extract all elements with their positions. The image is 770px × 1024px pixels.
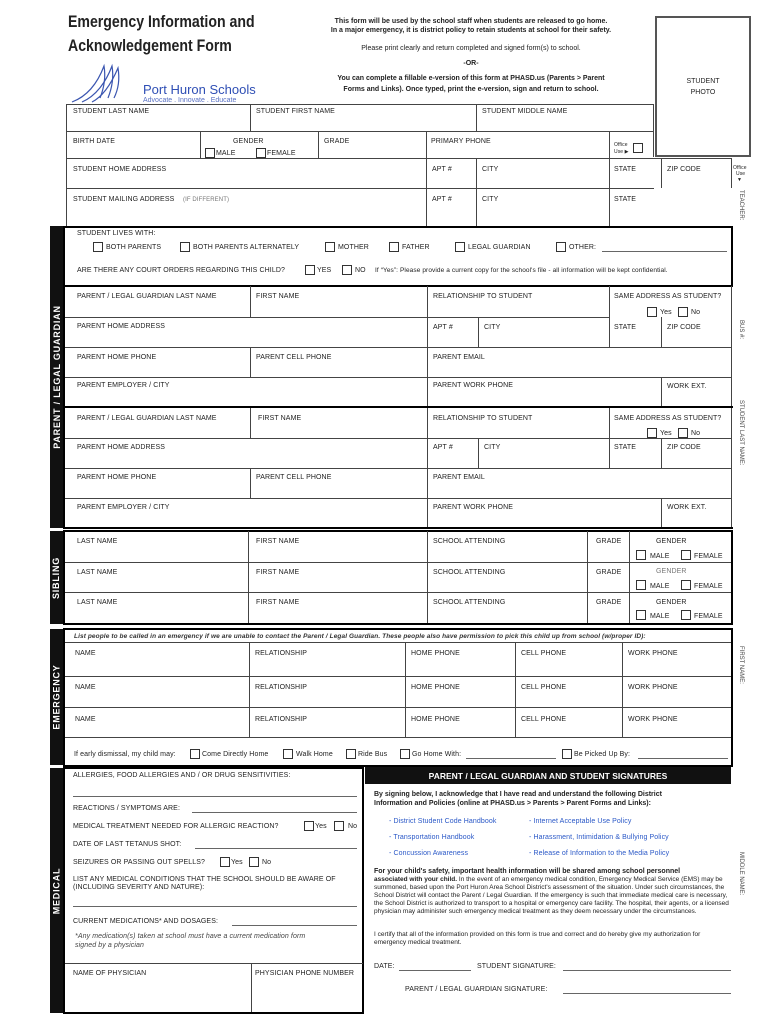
treatment-yes-label: Yes: [315, 823, 327, 830]
mailing-state-label: STATE: [614, 196, 637, 203]
p1-work-ext-label: WORK EXT.: [667, 383, 707, 390]
em2-name-label: NAME: [75, 684, 96, 691]
link-student-code[interactable]: - District Student Code Handbook: [389, 818, 497, 825]
tetanus-input[interactable]: [195, 848, 357, 849]
father-label: FATHER: [402, 244, 430, 251]
sib2-male-checkbox[interactable]: [636, 580, 646, 590]
seizures-no-checkbox[interactable]: [249, 857, 259, 867]
zip-label: ZIP CODE: [667, 166, 701, 173]
picked-up-label: Be Picked Up By:: [574, 751, 631, 758]
em3-relationship-label: RELATIONSHIP: [255, 716, 308, 723]
intro-line1: This form will be used by the school staff when students are released to go home.: [334, 18, 608, 25]
date-label: DATE:: [374, 963, 395, 970]
go-home-with-label: Go Home With:: [412, 751, 462, 758]
sib1-grade-label: GRADE: [596, 538, 622, 545]
mother-label: MOTHER: [338, 244, 369, 251]
em2-cell-phone-label: CELL PHONE: [521, 684, 567, 691]
come-home-checkbox[interactable]: [190, 749, 200, 759]
sib1-gender-label: GENDER: [656, 538, 687, 545]
medications-label: CURRENT MEDICATIONS* AND DOSAGES:: [73, 918, 219, 925]
port-huron-logo-icon: [70, 62, 150, 106]
date-input[interactable]: [399, 970, 471, 971]
student-last-side-label: STUDENT LAST NAME:: [738, 400, 744, 466]
student-signature-input[interactable]: [563, 970, 731, 971]
signatures-header: PARENT / LEGAL GUARDIAN AND STUDENT SIGNATURES: [365, 767, 731, 784]
p1-work-phone-label: PARENT WORK PHONE: [433, 382, 514, 389]
p1-relationship-label: RELATIONSHIP TO STUDENT: [433, 293, 533, 300]
sibling-section-label: SIBLING: [50, 531, 63, 624]
court-note: If “Yes”: Please provide a current copy for the school's file - all information will be kept confidential.: [375, 267, 668, 274]
link-media-policy[interactable]: - Release of Information to the Media Policy: [529, 850, 670, 857]
logo-name: Port Huron Schools: [143, 82, 256, 97]
student-female-checkbox[interactable]: [256, 148, 266, 158]
sib3-female-checkbox[interactable]: [681, 610, 691, 620]
sib1-male-checkbox[interactable]: [636, 550, 646, 560]
conditions-input[interactable]: [73, 906, 357, 907]
go-home-with-checkbox[interactable]: [400, 749, 410, 759]
teacher-side-label: TEACHER:: [738, 190, 744, 221]
ride-bus-checkbox[interactable]: [346, 749, 356, 759]
student-last-name-label: STUDENT LAST NAME: [73, 108, 150, 115]
seizures-yes-label: Yes: [231, 859, 243, 866]
safety-bold-1: For your child's safety, important health information will be shared among school personnel: [374, 868, 681, 875]
reactions-label: REACTIONS / SYMPTOMS ARE:: [73, 805, 181, 812]
walk-home-checkbox[interactable]: [283, 749, 293, 759]
sib1-male-label: MALE: [650, 553, 670, 560]
tetanus-label: DATE OF LAST TETANUS SHOT:: [73, 841, 182, 848]
parent-signature-input[interactable]: [563, 993, 731, 994]
medication-note-2: signed by a physician: [75, 942, 145, 949]
p1-same-no-label: No: [691, 309, 701, 316]
primary-phone-label: PRIMARY PHONE: [431, 138, 491, 145]
apt-label: APT #: [432, 166, 452, 173]
p2-same-no-checkbox[interactable]: [678, 428, 688, 438]
photo-label-1: STUDENT: [686, 78, 720, 85]
em3-home-phone-label: HOME PHONE: [411, 716, 460, 723]
parent-section-label: PARENT / LEGAL GUARDIAN: [50, 226, 63, 528]
em1-name-label: NAME: [75, 650, 96, 657]
sib1-last-name-label: LAST NAME: [77, 538, 118, 545]
both-alternately-checkbox[interactable]: [180, 242, 190, 252]
p1-same-no-checkbox[interactable]: [678, 307, 688, 317]
other-label: OTHER:: [569, 244, 597, 251]
p1-cell-phone-label: PARENT CELL PHONE: [256, 354, 332, 361]
p2-work-phone-label: PARENT WORK PHONE: [433, 504, 514, 511]
treatment-no-label: No: [348, 823, 358, 830]
gender-label: GENDER: [233, 138, 264, 145]
p2-first-name-label: FIRST NAME: [258, 415, 302, 422]
p2-work-ext-label: WORK EXT.: [667, 504, 707, 511]
lives-with-label: STUDENT LIVES WITH:: [77, 230, 156, 237]
middle-name-side-label: MIDDLE NAME:: [738, 852, 744, 896]
p2-apt-label: APT #: [433, 444, 453, 451]
sib3-first-name-label: FIRST NAME: [256, 599, 300, 606]
p1-home-phone-label: PARENT HOME PHONE: [77, 354, 157, 361]
sib2-last-name-label: LAST NAME: [77, 569, 118, 576]
state-label: STATE: [614, 166, 637, 173]
sib2-female-label: FEMALE: [694, 583, 723, 590]
p2-same-yes-checkbox[interactable]: [647, 428, 657, 438]
em3-work-phone-label: WORK PHONE: [628, 716, 678, 723]
intro-line4: You can complete a fillable e-version of this form at PHASD.us (Parents > Parent: [337, 75, 605, 82]
photo-label-2: PHOTO: [690, 89, 716, 96]
student-first-name-label: STUDENT FIRST NAME: [256, 108, 335, 115]
sib3-female-label: FEMALE: [694, 613, 723, 620]
male-label: MALE: [216, 150, 236, 157]
father-checkbox[interactable]: [389, 242, 399, 252]
sib1-female-checkbox[interactable]: [681, 550, 691, 560]
dismissal-label: If early dismissal, my child may:: [74, 751, 176, 758]
sib2-first-name-label: FIRST NAME: [256, 569, 300, 576]
grade-label: GRADE: [324, 138, 350, 145]
ride-bus-label: Ride Bus: [358, 751, 388, 758]
court-orders-question: ARE THERE ANY COURT ORDERS REGARDING THIS CHILD?: [77, 267, 285, 274]
intro-line3: Please print clearly and return completed and signed form(s) to school.: [361, 45, 581, 52]
walk-home-label: Walk Home: [296, 751, 333, 758]
both-alternately-label: BOTH PARENTS ALTERNATELY: [193, 244, 300, 251]
em2-work-phone-label: WORK PHONE: [628, 684, 678, 691]
p2-cell-phone-label: PARENT CELL PHONE: [256, 474, 332, 481]
sib3-gender-label: GENDER: [656, 599, 687, 606]
sib2-male-label: MALE: [650, 583, 670, 590]
both-parents-checkbox[interactable]: [93, 242, 103, 252]
other-input-line[interactable]: [602, 251, 727, 252]
p1-home-address-label: PARENT HOME ADDRESS: [77, 323, 165, 330]
student-middle-name-label: STUDENT MIDDLE NAME: [482, 108, 568, 115]
p2-same-address-label: SAME ADDRESS AS STUDENT?: [614, 415, 722, 422]
treatment-no-checkbox[interactable]: [334, 821, 344, 831]
sib1-first-name-label: FIRST NAME: [256, 538, 300, 545]
intro-or: -OR-: [463, 60, 479, 67]
student-male-checkbox[interactable]: [205, 148, 215, 158]
intro-line5: Forms and Links). Once typed, print the e-version, sign and return to school.: [343, 86, 599, 93]
mailing-city-label: CITY: [482, 196, 499, 203]
certify-text: I certify that all of the information provided on this form is true and correct and do hereby give my authorization for emergency medical treatment.: [374, 931, 701, 946]
sib2-school-label: SCHOOL ATTENDING: [433, 569, 506, 576]
parent-signature-label: PARENT / LEGAL GUARDIAN SIGNATURE:: [405, 986, 548, 993]
court-yes-label: YES: [317, 267, 332, 274]
em1-work-phone-label: WORK PHONE: [628, 650, 678, 657]
reactions-input[interactable]: [192, 812, 357, 813]
sib3-male-label: MALE: [650, 613, 670, 620]
p1-same-yes-checkbox[interactable]: [647, 307, 657, 317]
em1-cell-phone-label: CELL PHONE: [521, 650, 567, 657]
safety-rest: In the event of an emergency medical condition, Emergency Medical Service (EMS) may be summoned, based upon the Port Huron Area School District's assessment of the situation. Under such circumstances, the School District will contact the Parent / Legal Guardian. If the emergency is such that immediate medical care is necessary, the School District is authorized to transport to a hospital or emergency care facility. The hospital, their agents, or a licensed physician may administer such emergency medical treatment as they deem necessary under the circumstances.: [374, 876, 729, 915]
picked-up-checkbox[interactable]: [562, 749, 572, 759]
p1-zip-label: ZIP CODE: [667, 324, 701, 331]
physician-name-label: NAME OF PHYSICIAN: [73, 970, 147, 977]
seizures-yes-checkbox[interactable]: [220, 857, 230, 867]
court-no-checkbox[interactable]: [342, 265, 352, 275]
em3-name-label: NAME: [75, 716, 96, 723]
safety-bold-2: associated with your child.: [374, 876, 458, 883]
logo-tagline: Advocate . Innovate . Educate: [143, 97, 237, 104]
link-concussion[interactable]: - Concussion Awareness: [389, 850, 469, 857]
legal-guardian-label: LEGAL GUARDIAN: [468, 244, 531, 251]
allergies-input[interactable]: [73, 796, 357, 797]
sib2-female-checkbox[interactable]: [681, 580, 691, 590]
p2-same-no-label: No: [691, 430, 701, 437]
if-different-label: (IF DIFFERENT): [183, 197, 230, 203]
mother-checkbox[interactable]: [325, 242, 335, 252]
p2-home-phone-label: PARENT HOME PHONE: [77, 474, 157, 481]
treatment-label: MEDICAL TREATMENT NEEDED FOR ALLERGIC REACTION?: [73, 823, 279, 830]
office-use-side-3: ▼: [737, 177, 743, 183]
emergency-section-label: EMERGENCY: [50, 629, 63, 765]
physician-phone-label: PHYSICIAN PHONE NUMBER: [255, 970, 355, 977]
link-harassment-policy[interactable]: - Harassment, Intimidation & Bullying Policy: [529, 834, 669, 841]
p1-city-label: CITY: [484, 324, 501, 331]
seizures-no-label: No: [262, 859, 272, 866]
birth-date-label: BIRTH DATE: [73, 138, 115, 145]
other-checkbox[interactable]: [556, 242, 566, 252]
p1-same-yes-label: Yes: [660, 309, 672, 316]
medications-input[interactable]: [232, 925, 357, 926]
em1-relationship-label: RELATIONSHIP: [255, 650, 308, 657]
p2-same-yes-label: Yes: [660, 430, 672, 437]
court-yes-checkbox[interactable]: [305, 265, 315, 275]
go-home-with-input[interactable]: [466, 758, 556, 759]
sib3-male-checkbox[interactable]: [636, 610, 646, 620]
em2-relationship-label: RELATIONSHIP: [255, 684, 308, 691]
student-signature-label: STUDENT SIGNATURE:: [477, 963, 556, 970]
sib3-last-name-label: LAST NAME: [77, 599, 118, 606]
p2-zip-label: ZIP CODE: [667, 444, 701, 451]
court-no-label: NO: [355, 267, 366, 274]
mailing-address-label: STUDENT MAILING ADDRESS: [73, 196, 175, 203]
home-address-label: STUDENT HOME ADDRESS: [73, 166, 167, 173]
office-use-label-1: Office: [614, 142, 628, 148]
picked-up-input[interactable]: [638, 758, 728, 759]
p1-last-name-label: PARENT / LEGAL GUARDIAN LAST NAME: [77, 293, 217, 300]
em3-cell-phone-label: CELL PHONE: [521, 716, 567, 723]
p2-city-label: CITY: [484, 444, 501, 451]
legal-guardian-checkbox[interactable]: [455, 242, 465, 252]
ack-line-1: By signing below, I acknowledge that I have read and understand the following District: [374, 791, 662, 798]
mailing-apt-label: APT #: [432, 196, 452, 203]
bus-side-label: BUS #:: [738, 320, 744, 340]
safety-paragraph: [374, 876, 730, 916]
p1-first-name-label: FIRST NAME: [256, 293, 300, 300]
p2-last-name-label: PARENT / LEGAL GUARDIAN LAST NAME: [77, 415, 217, 422]
sib3-school-label: SCHOOL ATTENDING: [433, 599, 506, 606]
office-use-checkbox[interactable]: [633, 143, 643, 153]
first-name-side-label: FIRST NAME:: [738, 646, 744, 684]
sib1-female-label: FEMALE: [694, 553, 723, 560]
sib2-grade-label: GRADE: [596, 569, 622, 576]
p1-employer-label: PARENT EMPLOYER / CITY: [77, 382, 170, 389]
p2-home-address-label: PARENT HOME ADDRESS: [77, 444, 165, 451]
sib2-gender-label: GENDER: [656, 568, 687, 575]
seizures-label: SEIZURES OR PASSING OUT SPELLS?: [73, 859, 205, 866]
medical-section-label: MEDICAL: [50, 768, 63, 1013]
p2-employer-label: PARENT EMPLOYER / CITY: [77, 504, 170, 511]
sib1-school-label: SCHOOL ATTENDING: [433, 538, 506, 545]
p1-email-label: PARENT EMAIL: [433, 354, 485, 361]
medication-note-1: *Any medication(s) taken at school must have a current medication form: [75, 933, 306, 940]
form-title-line2: Acknowledgement Form: [68, 36, 232, 55]
treatment-yes-checkbox[interactable]: [304, 821, 314, 831]
student-photo-box[interactable]: [655, 16, 751, 157]
allergies-label: ALLERGIES, FOOD ALLERGIES AND / OR DRUG SENSITIVITIES:: [73, 772, 291, 779]
form-title-line1: Emergency Information and: [68, 12, 255, 31]
come-home-label: Come Directly Home: [202, 751, 269, 758]
office-use-side-1: Office: [733, 165, 747, 171]
intro-line2: In a major emergency, it is district policy to retain students at school for their safety.: [330, 27, 612, 34]
sib3-grade-label: GRADE: [596, 599, 622, 606]
p1-same-address-label: SAME ADDRESS AS STUDENT?: [614, 293, 722, 300]
office-use-side-2: Use: [736, 171, 746, 177]
conditions-label-2: (INCLUDING SEVERITY AND NATURE):: [73, 884, 205, 891]
link-internet-policy[interactable]: - Internet Acceptable Use Policy: [529, 818, 632, 825]
link-transportation[interactable]: - Transportation Handbook: [389, 834, 475, 841]
p2-email-label: PARENT EMAIL: [433, 474, 485, 481]
p2-relationship-label: RELATIONSHIP TO STUDENT: [433, 415, 533, 422]
conditions-label-1: LIST ANY MEDICAL CONDITIONS THAT THE SCHOOL SHOULD BE AWARE OF: [73, 876, 336, 883]
p1-state-label: STATE: [614, 324, 637, 331]
p1-apt-label: APT #: [433, 324, 453, 331]
ack-line-2: Information and Policies (online at PHASD.us > Parents > Parent Forms and Links):: [374, 800, 651, 807]
both-parents-label: BOTH PARENTS: [106, 244, 162, 251]
city-label: CITY: [482, 166, 499, 173]
emergency-instructions: List people to be called in an emergency if we are unable to contact the Parent / Legal Guardian. These people also have permission to pick this child up from school (w/proper ID):: [74, 633, 646, 640]
female-label: FEMALE: [267, 150, 296, 157]
em2-home-phone-label: HOME PHONE: [411, 684, 460, 691]
office-use-label-2: Use ▶: [614, 149, 629, 155]
em1-home-phone-label: HOME PHONE: [411, 650, 460, 657]
p2-state-label: STATE: [614, 444, 637, 451]
